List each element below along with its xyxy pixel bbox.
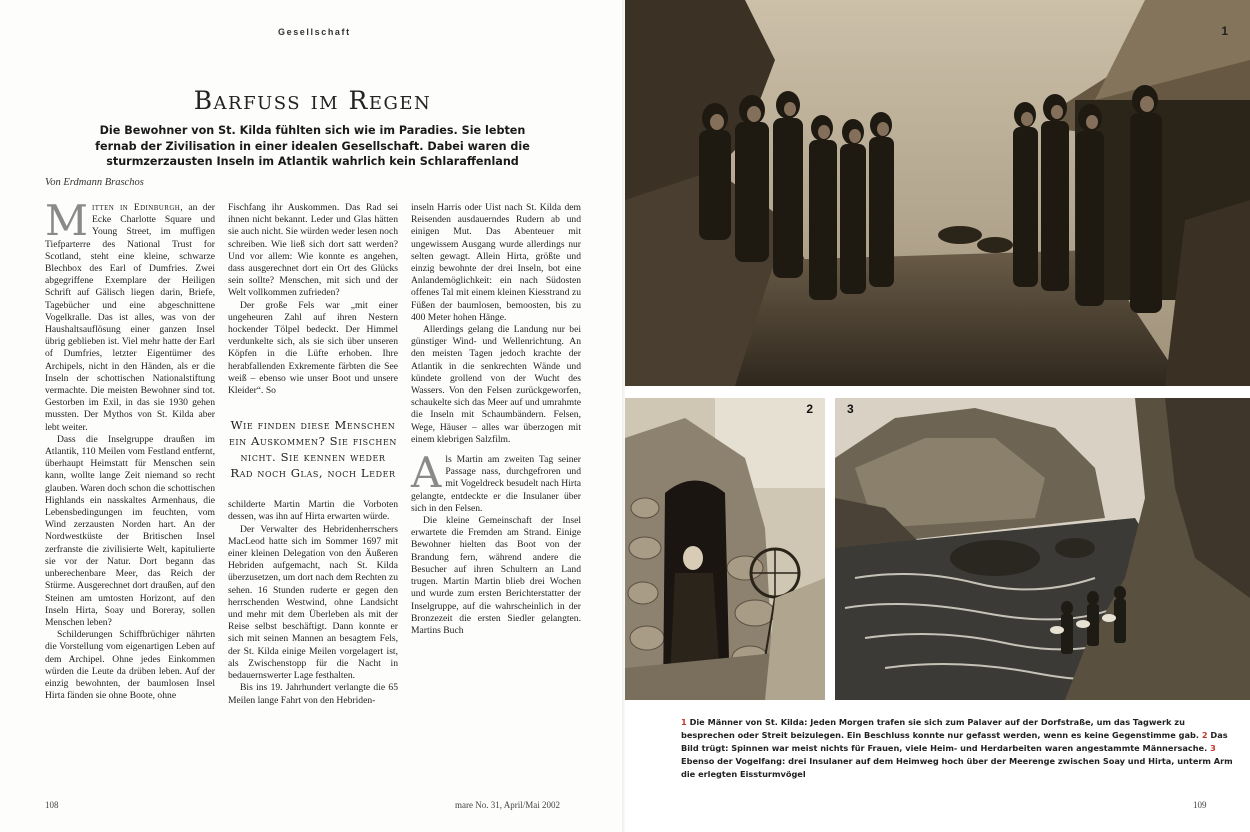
photo-men-of-st-kilda [625, 0, 1250, 386]
paragraph: inseln Harris oder Uist nach St. Kilda dem Reisenden ausdauerndes Rudern ab und einigen Mut. Das Abenteuer mit ungewissem Ausgang wurde allerdings nur selten gewagt. Allein Hirta, größte und einzig bewohnte der drei Inseln, bot eine Anlandemöglichkeit: ein nach Südosten offenes Tal mit einem kleinen Kiesstrand zu Füßen der baumlosen, bemoosten, bis zu 400 Meter hohen Hänge. [411, 202, 581, 323]
caption-text-1: Die Männer von St. Kilda: Jeden Morgen trafen sie sich zum Palaver auf der Dorfstraße, um das Tagwerk zu besprechen oder Streit beizulegen. Ein Beschluss konnte nur gefasst werden, wenn es keine Gegenstimme gab. [681, 717, 1199, 740]
right-page [625, 0, 1250, 832]
lead-in: itten in Edinburgh, [92, 202, 184, 213]
photo-cliffs-sea [835, 398, 1250, 700]
article-headline: Barfuss im Regen [193, 86, 432, 115]
caption-number-2: 2 [1201, 730, 1208, 740]
paragraph: Schilderungen Schiffbrüchiger nährten die Vorstellung vom eigenartigen Leben auf dem Archipel. Ohne jedes Einkommen würden die Leute da drüben leben. Auf der einzig bewohnten, der baumlosen Insel Hirta fänden sie ohne Boote, ohne [45, 629, 215, 702]
photo-1-image [625, 0, 1250, 386]
paragraph: Fischfang ihr Auskommen. Das Rad sei ihnen nicht bekannt. Leder und Glas hätten sie auch nicht. Sie würden weder lesen noch schreiben. Wie ließ sich dort satt werden? Und vor allem: Wie konnte es angehen, dass ausgerechnet dort ein Ort des Glücks sein sollte? Menschen, mit sich und der Welt vollkommen zufrieden? [228, 202, 398, 299]
text-column-1 [45, 196, 215, 702]
paragraph: Dass die Inselgruppe draußen im Atlantik, 110 Meilen vom Festland entfernt, überhaupt Heimstatt für Menschen sein kann, wollte lange Zeit niemand so recht glauben. Waren doch schon die schottischen Highlands ein nasskaltes Armenhaus, die Lebensbedingungen im feuchten, vom Wind zerzausten Norden hart. An der Nordwestküste der Britischen Insel zerfranste die zivilisierte Welt, kapitulierte sie vor der Natur. Dort begann das unberechenbare Meer, das Reich der Stürme. Ausgerechnet dort draußen, auf den Steinen am umtosten Horizont, auf den Inseln Hirta, Soay und Boreray, sollen Menschen leben? [45, 433, 215, 628]
text-column-3 [411, 202, 581, 702]
paragraph [45, 196, 215, 434]
paragraph: Die kleine Gemeinschaft der Insel erwartete die Fremden am Strand. Einige Bewohner hielten das Boot von der Brandung fern, während andere die Besucher auf ihren Schultern an Land trugen. Martin Martin blieb drei Wochen und wurde zum ersten Berichterstatter der Inselgruppe, auf die wahrscheinlich in der Bronzezeit die ersten Siedler gelangten. Martins Buch [411, 515, 581, 636]
drop-cap: M [45, 196, 89, 245]
caption-number-3: 3 [1210, 743, 1216, 753]
issue-info: mare No. 31, April/Mai 2002 [455, 800, 560, 810]
page-number-right: 109 [1193, 800, 1207, 810]
paragraph: schilderte Martin Martin die Vorboten dessen, was ihn auf Hirta erwarten würde. [228, 499, 398, 523]
byline: Von Erdmann Braschos [45, 177, 144, 188]
text-column-2 [228, 202, 398, 706]
photo-2-image [625, 398, 825, 700]
caption-text-3: Ebenso der Vogelfang: drei Insulaner auf dem Heimweg hoch über der Meerenge zwischen Soay und Hirta, unterm Arm die erlegten Eissturmvögel [681, 756, 1233, 779]
photo-number-1: 1 [1221, 24, 1228, 38]
photo-spinning [625, 398, 825, 700]
pull-quote: Wie finden diese Menschen ein Auskommen? Sie fischen nicht. Sie kennen weder Rad noch Glas, noch Leder [228, 418, 398, 481]
paragraph: Der große Fels war „mit einer ungeheuren Zahl auf ihren Nestern hockender Tölpel bedeckt. Der Himmel verdunkelte sich, als sie sich über unseren Köpfen in die Lüfte erhoben. Ihre herabfallenden Exkremente färbten die See weiß – ebenso wie unser Boot und unsere Kleider“. So [228, 299, 398, 397]
paragraph [411, 448, 581, 515]
photo-number-2: 2 [806, 402, 813, 416]
article-deck: Die Bewohner von St. Kilda fühlten sich wie im Paradies. Sie lebten fernab der Zivilisation in einer idealen Gesellschaft. Dabei waren die sturmzerzausten Inseln im Atlantik wahrlich kein Schlaraffenland [95, 124, 530, 168]
paragraph-text: an der Ecke Charlotte Square und Young Street, im muffigen Tiefparterre des National Trust for Scotland, steht eine kleine, schwarze Blechbox des Earl of Dumfries. Zwei abgegriffene Exemplare der Heiligen Schrift auf Gälisch liegen darin, Briefe, Tagebücher und eine abgeschnittene Vogelkralle. Das ist alles, was von der Haushaltsauflösung einer ganzen Insel übrig geblieben ist. Viel mehr hatte der Earl of Dumfries, letzter Eigentümer des Archipels, nicht in den Händen, als er die Inseln der schottischen Nationalstiftung vermachte. Die meisten Bewohner sind tot. Gestorben im Exil, in das sie 1930 gehen mussten. Der Mythos von St. Kilda aber lebt weiter. [45, 202, 215, 433]
paragraph: Allerdings gelang die Landung nur bei günstiger Wind- und Wellenrichtung. An den meisten Tagen jedoch krachte der Atlantik in die senkrechten Wände und kündete grollend von der Wucht des Wassers. Von den Felsen zurückgeworfen, schaukelte sich das Meer auf und umrahmte die Inseln mit Schaumbändern. Felsen, Wege, Häuser – alles war überzogen mit einem klebrigen Salzfilm. [411, 324, 581, 445]
photo-3-image [835, 398, 1250, 700]
photo-number-3: 3 [847, 402, 854, 416]
caption-number-1: 1 [681, 717, 687, 727]
caption-text-2: Das Bild trügt: Spinnen war meist nichts für Frauen, viele Heim- und Herdarbeiten waren angestammte Männersache. [681, 730, 1228, 753]
section-rubric: Gesellschaft [278, 27, 351, 37]
page-number-left: 108 [45, 800, 59, 810]
paragraph-text: ls Martin am zweiten Tag seiner Passage nass, durchgefroren und mit Vogeldreck besudelt nach Hirta gelangte, entdeckte er die Insulaner über sich in den Felsen. [411, 454, 581, 514]
paragraph: Bis ins 19. Jahrhundert verlangte die 65 Meilen lange Fahrt von den Hebriden- [228, 682, 398, 706]
paragraph: Der Verwalter des Hebridenherrschers MacLeod hatte sich im Sommer 1697 mit einer kleinen Delegation von den Äußeren Hebriden aufgemacht, nach St. Kilda überzusetzen, um dort nach dem Rechten zu sehen. 16 Stunden ruderte er gegen den herrschenden Westwind, ohne Landsicht und mehr mit dem Überleben als mit der Reise selbst beschäftigt. Dann konnte er sich mit seinen Mannen an besagtem Fels, der St. Kilda einige Meilen vorgelagert ist, als Zwischenstopp für die Nacht in bedauernswerter Lage festhalten. [228, 523, 398, 682]
photo-caption [681, 716, 1241, 781]
drop-cap: A [411, 448, 442, 498]
